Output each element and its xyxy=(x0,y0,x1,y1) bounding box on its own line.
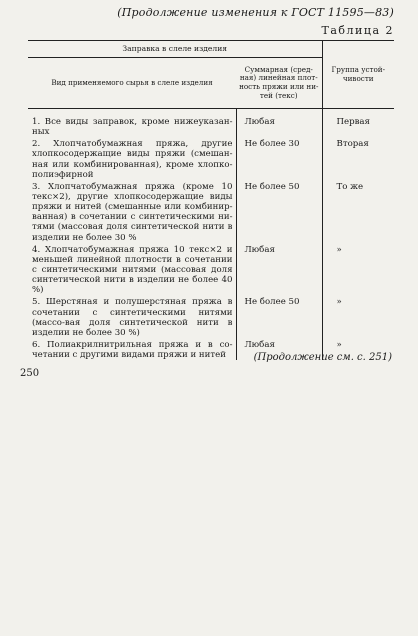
table-row xyxy=(28,243,394,296)
linear-density-cell: Не более 30 xyxy=(236,137,322,180)
raw-material-cell: 1. Все виды заправок, кроме нижеуказан-ных xyxy=(32,117,233,138)
page-number: 250 xyxy=(20,368,40,379)
column-header-stability-group: Группа устой-чивости xyxy=(322,41,394,109)
table-row xyxy=(28,109,394,138)
raw-material-cell: 5. Шерстяная и полушерстяная пряжа в сочетании с синтетическими нитями (массо-вая доля синтетической нити в изделии не более 30 %) xyxy=(32,297,233,338)
continuation-footer-note: (Продолжение см. с. 251) xyxy=(253,352,392,363)
stability-group-cell: Первая xyxy=(322,109,394,138)
stability-group-cell: » xyxy=(322,338,394,360)
raw-material-cell: 4. Хлопчатобумажная пряжа 10 текс×2 и меньшей линейной плотности в сочетании с синтетическими нитями (массовая доля синтетической нити в изделии не более 40 %) xyxy=(32,244,233,296)
stability-group-cell: » xyxy=(322,295,394,338)
linear-density-cell: Не более 50 xyxy=(236,180,322,243)
column-header-raw-material: Вид применяемого сырья в слеле изделия xyxy=(28,58,236,109)
standards-table xyxy=(28,40,394,360)
linear-density-cell: Любая xyxy=(236,338,322,360)
column-header-linear-density: Суммарная (сред-ная) линейная плот-ность пряжи или ни-тей (текс) xyxy=(236,58,322,109)
table-row xyxy=(28,295,394,338)
raw-material-cell: 2. Хлопчатобумажная пряжа, другие хлопкосодержащие виды пряжи (смешан-ная или комбинированная), кроме хлопко-полиэфирной xyxy=(32,139,233,180)
continuation-header-note: (Продолжение изменения к ГОСТ 11595—83) xyxy=(117,6,394,19)
group-header: Заправка в слеле изделия xyxy=(28,41,322,58)
stability-group-cell: » xyxy=(322,243,394,296)
linear-density-cell: Любая xyxy=(236,109,322,138)
raw-material-cell: 6. Полиакрилнитрильная пряжа и в со-четании с другими видами пряжи и нитей xyxy=(32,339,233,361)
stability-group-cell: То же xyxy=(322,180,394,243)
linear-density-cell: Любая xyxy=(236,243,322,296)
stability-group-cell: Вторая xyxy=(322,137,394,180)
linear-density-cell: Не более 50 xyxy=(236,295,322,338)
raw-material-cell: 3. Хлопчатобумажная пряжа (кроме 10 текс×2), другие хлопкосодержащие виды пряжи и нитей (смешанные или комбинир-ванная) в сочетании с синтетическими ни-тями (массовая доля синтетической нити в изделии не более 30 % xyxy=(32,181,233,243)
table-row xyxy=(28,180,394,243)
table-label: Таблица 2 xyxy=(321,24,394,37)
table-row xyxy=(28,137,394,180)
